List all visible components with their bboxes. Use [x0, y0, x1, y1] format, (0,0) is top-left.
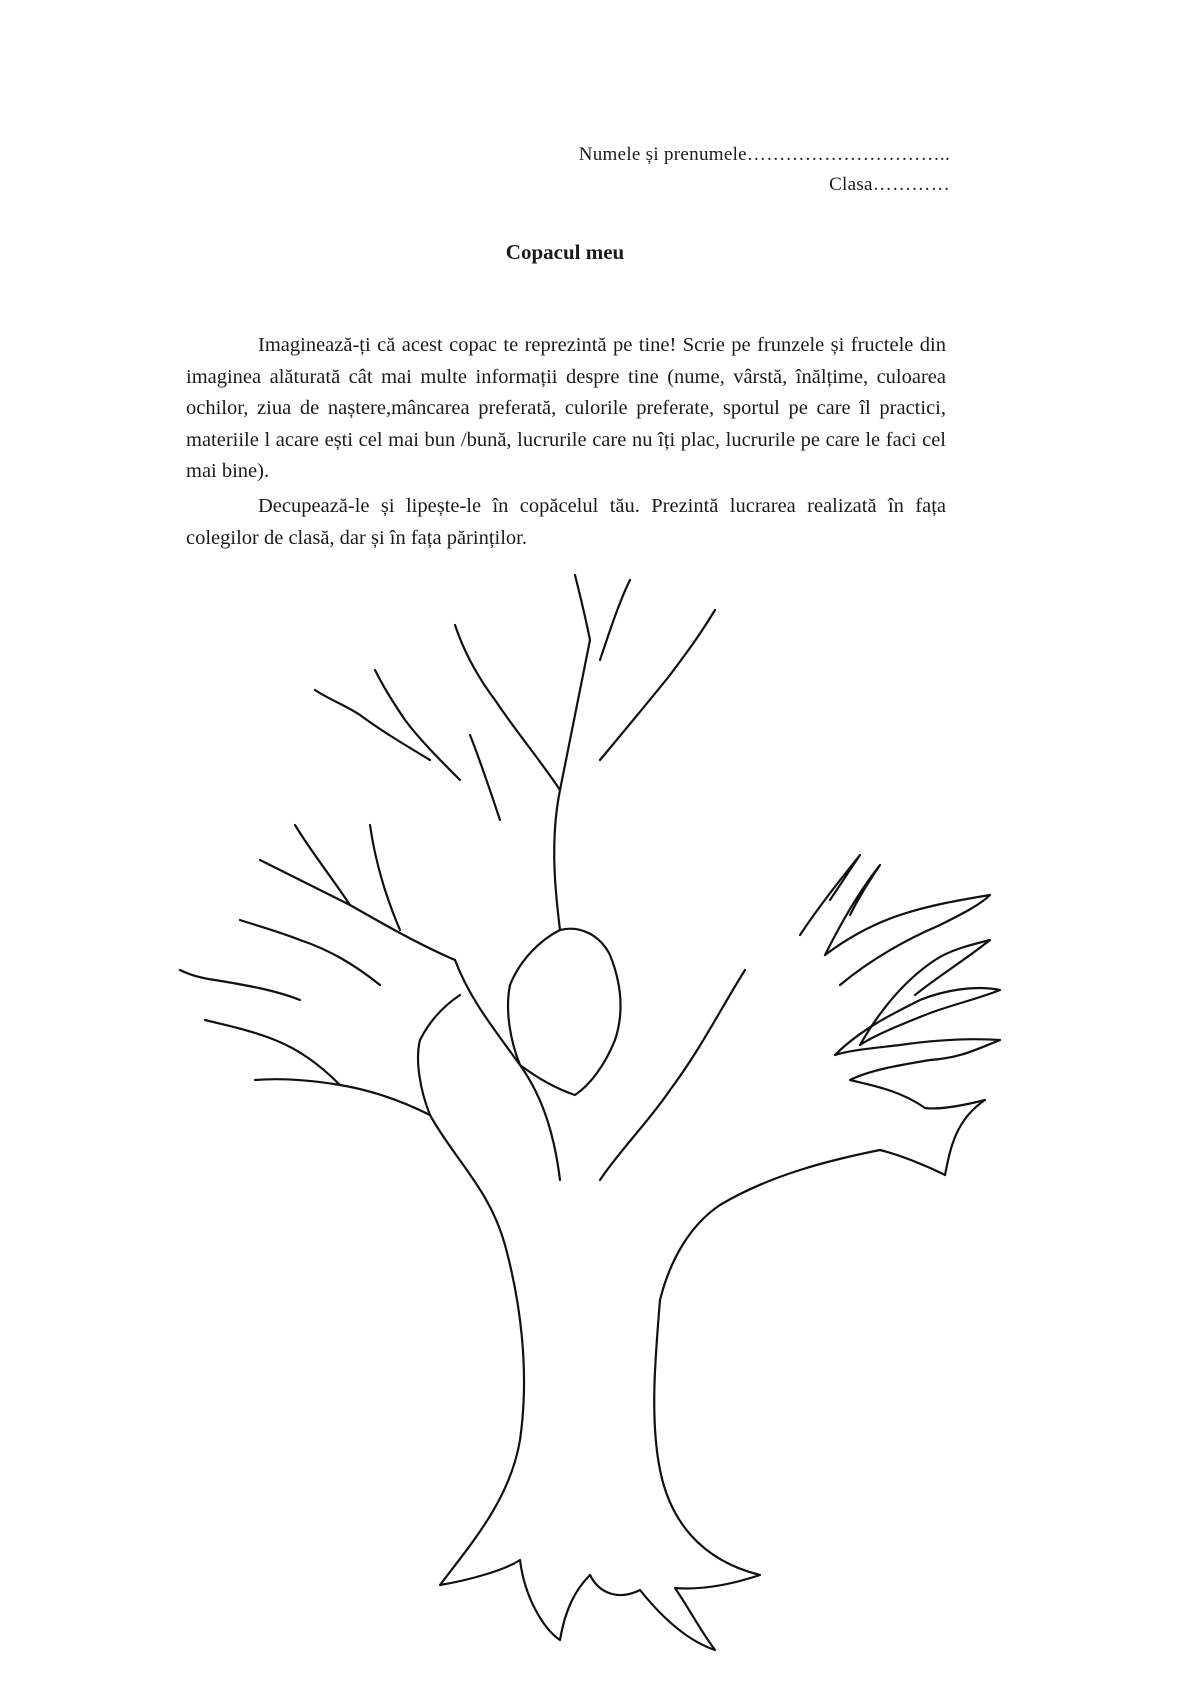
tree-trunk-right-outline: [590, 1300, 760, 1650]
name-field-label: Numele și prenumele…………………………..: [578, 144, 950, 165]
tree-branch-right-spike-1: [825, 865, 880, 955]
instructions-paragraph-1: [186, 330, 946, 488]
tree-trunk-right-upper: [660, 1150, 945, 1300]
tree-branch-left-mid: [240, 920, 380, 985]
tree-branch-center-inner: [600, 970, 745, 1180]
tree-branch-left-spike-2: [370, 825, 400, 930]
tree-branch-left-main: [260, 860, 455, 960]
tree-outline-drawing: [0, 560, 1200, 1696]
tree-branch-left-lower-3: [180, 970, 300, 1000]
class-field-label: Clasa…………: [829, 174, 950, 195]
tree-branch-left-lower: [255, 1079, 430, 1115]
paragraph-text: Decupează-le și lipește-le în copăcelul tău. Prezintă lucrarea realizată în fața colegilor de clasă, dar și în fața părinților.: [186, 495, 946, 549]
page-title: Copacul meu: [505, 240, 625, 264]
tree-branch-upper-left-3: [470, 735, 500, 820]
tree-branch-center-left: [455, 960, 560, 1180]
tree-center-teardrop: [508, 929, 620, 1095]
tree-branch-top-spike-2: [600, 580, 630, 660]
tree-branch-top-right: [600, 610, 715, 760]
tree-branch-top-center: [554, 640, 590, 930]
tree-branch-upper-left-1: [375, 670, 460, 780]
tree-branch-left-spike-1: [295, 825, 350, 905]
tree-trunk-left-outline: [430, 1115, 590, 1640]
instructions-paragraph-2: [186, 491, 946, 554]
tree-branch-upper-left-2: [315, 690, 430, 760]
tree-branch-right-spike-2: [800, 855, 860, 935]
tree-branch-top-left: [455, 625, 560, 790]
tree-branch-left-lower-2: [205, 1020, 340, 1085]
paragraph-text: Imaginează-ți că acest copac te reprezintă pe tine! Scrie pe frunzele și fructele din imaginea alăturată cât mai multe informații despre tine (nume, vârstă, înălțime, culoarea ochilor, ziua de naștere,mâncarea preferată, culorile preferate, sportul pe care îl practici, materiile l acare ești cel mai bun /bună, lucrurile care nu îți plac, lucrurile pe care le faci cel mai bine).: [186, 334, 946, 482]
tree-branch-left-inner: [418, 995, 460, 1115]
tree-branch-top-spike-1: [575, 575, 590, 640]
